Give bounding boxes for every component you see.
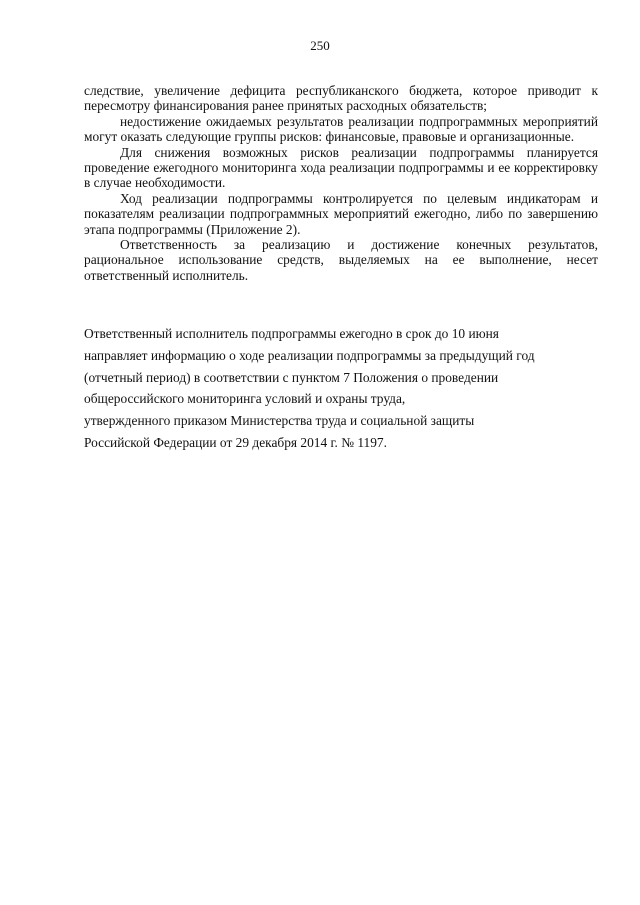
closing-line: направляет информацию о ходе реализации подпрограммы за предыдущий год (84, 347, 535, 363)
closing-line: (отчетный период) в соответствии с пунктом 7 Положения о проведении (84, 369, 499, 385)
paragraph-continuation: следствие, увеличение дефицита республиканского бюджета, которое приводит к пересмотру финансирования ранее принятых расходных обязательств; (84, 83, 598, 114)
body-text-block (84, 83, 598, 283)
paragraph-risks: недостижение ожидаемых результатов реализации подпрограммных мероприятий могут оказать следующие группы рисков: финансовые, правовые и организационные. (84, 113, 598, 145)
closing-line: утвержденного приказом Министерства труда и социальной защиты (84, 413, 475, 429)
paragraph-responsibility: Ответственность за реализацию и достижение конечных результатов, рациональное использование средств, выделяемых на ее выполнение, несет ответственный исполнитель. (84, 237, 598, 283)
paragraph-control: Ход реализации подпрограммы контролируется по целевым индикаторам и показателям реализации подпрограммных мероприятий ежегодно, либо по завершению этапа подпрограммы (Приложение 2). (84, 190, 598, 237)
page-number: 250 (310, 38, 330, 53)
closing-line: Ответственный исполнитель подпрограммы ежегодно в срок до 10 июня (84, 326, 499, 341)
closing-line: общероссийского мониторинга условий и охраны труда, (84, 391, 406, 407)
closing-text-block (84, 323, 604, 454)
paragraph-monitoring: Для снижения возможных рисков реализации подпрограммы планируется проведение ежегодного мониторинга хода реализации подпрограммы и ее корректировку в случае необходимости. (84, 144, 598, 191)
closing-line: Российской Федерации от 29 декабря 2014 г. № 1197. (84, 434, 387, 450)
